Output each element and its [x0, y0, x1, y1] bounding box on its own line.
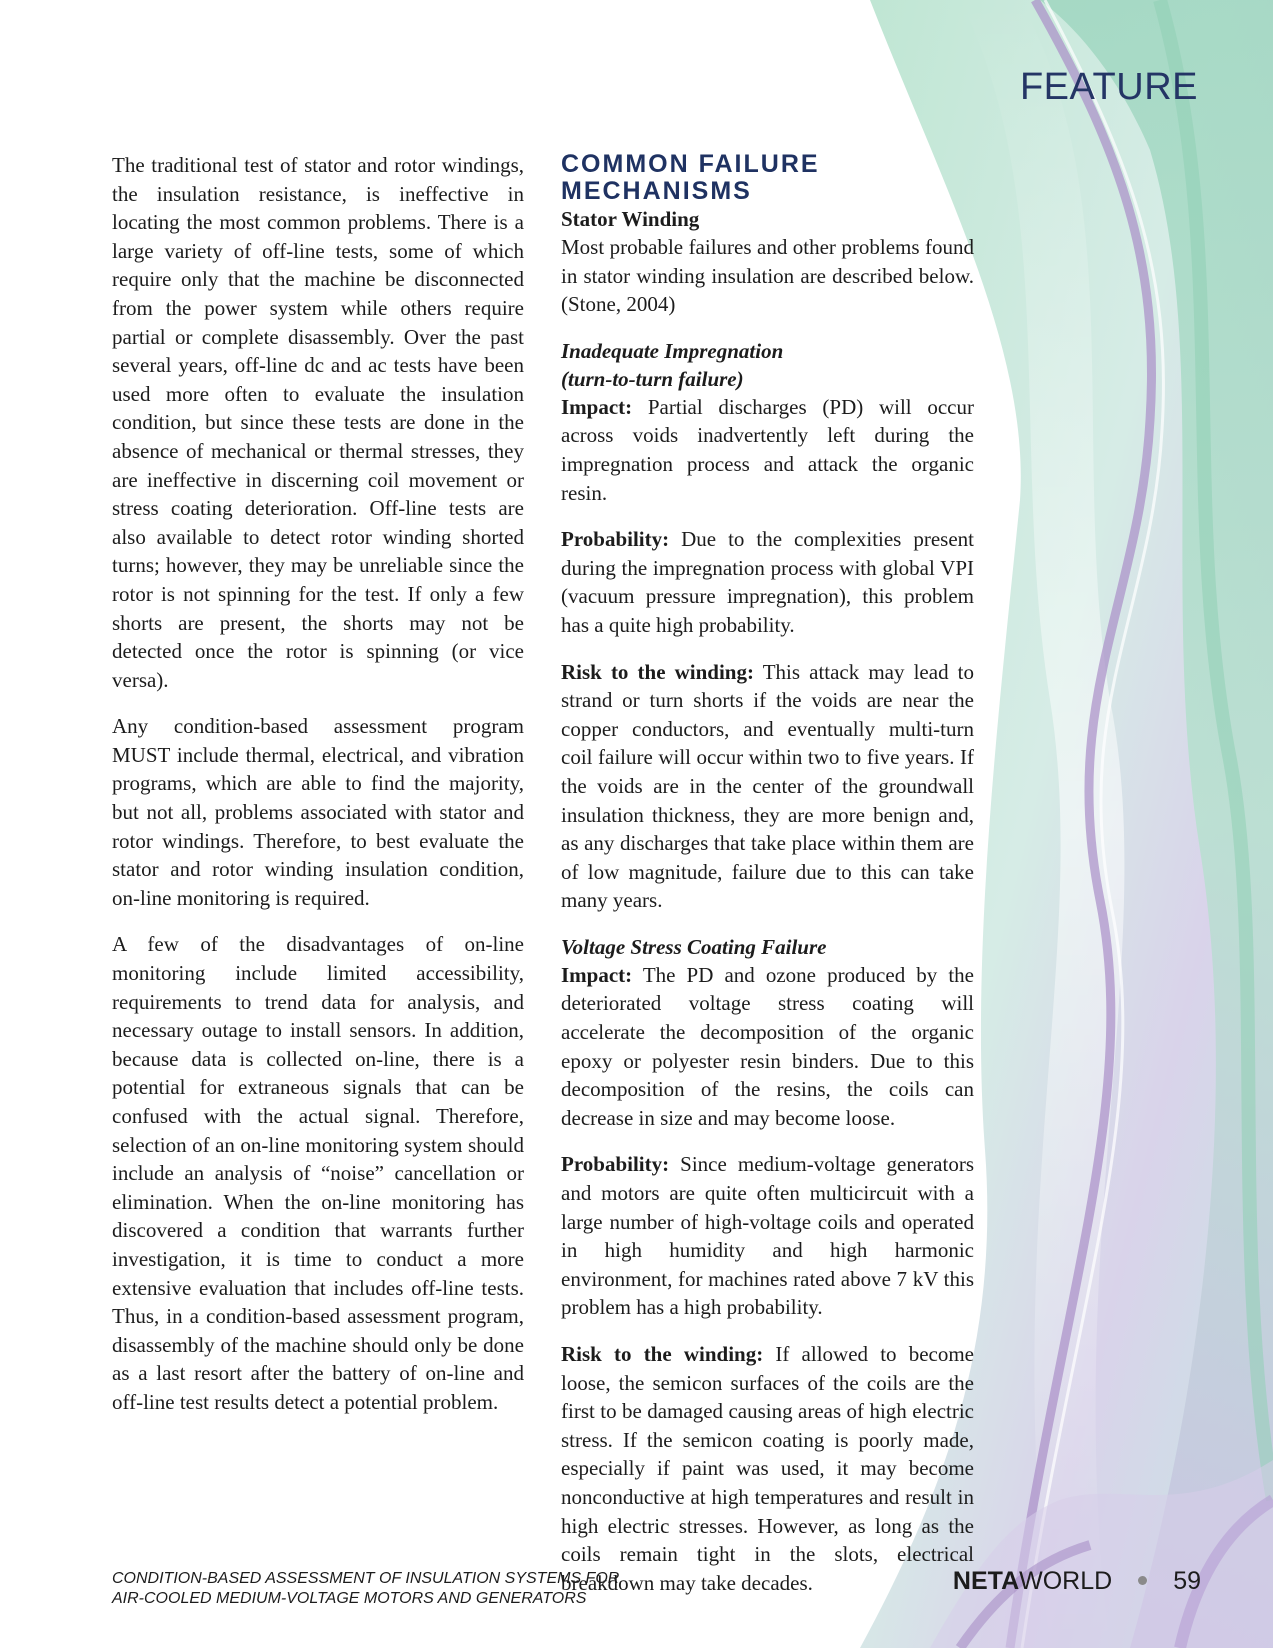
probability-label: Probability: [561, 527, 670, 552]
risk-label: Risk to the winding: [561, 659, 754, 684]
impact-paragraph [561, 393, 974, 507]
probability-label: Probability: [561, 1152, 670, 1177]
risk-paragraph [561, 658, 974, 915]
body-paragraph: The traditional test of stator and rotor windings, the insulation resistance, is ineffective in locating the most common problems. There is a large variety of off-line tests, some of which require only that the machine be disconnected from the power system while others require partial or complete disassembly. Over the past several years, off-line dc and ac tests have been used more often to evaluate the insulation condition, but since these tests are done in the absence of mechanical or thermal stresses, they are ineffective in discerning coil movement or stress coating deterioration. Off-line tests are also available to detect rotor winding shorted turns; however, they may be unreliable since the rotor is not spinning for the test. If only a few shorts are present, the shorts may not be detected once the rotor is spinning (or vice versa). [112, 153, 524, 692]
risk-text: If allowed to become loose, the semicon surfaces of the coils are the first to be damaged causing areas of high electric stress. If the semicon coating is poorly made, especially if paint was used, it may become nonconductive at high temperatures and result in high electric stresses. However, as long as the coils remain tight in the slots, electrical breakdown may take decades. [561, 1342, 974, 1595]
brand-bold: NETA [952, 1567, 1020, 1595]
mechanism-title: Voltage Stress Coating Failure [561, 934, 827, 959]
page-number: 59 [1173, 1567, 1201, 1595]
brand-light: WORLD [1019, 1567, 1113, 1595]
section-heading: COMMON FAILURE MECHANISMS [561, 150, 820, 205]
bullet-dot [1138, 1576, 1147, 1585]
risk-label: Risk to the winding: [561, 1342, 764, 1366]
footer-title-line: CONDITION-BASED ASSESSMENT OF INSULATION SYSTEMS FOR [112, 1570, 620, 1587]
risk-text: This attack may lead to strand or turn shorts if the voids are near the copper conductors, and eventually multi-turn coil failure will occur within two to five years. If the voids are in the center of the groundwall insulation thickness, they are more benign and, as any discharges that take place within them are of low magnitude, failure due to this can take many years. [561, 659, 974, 913]
subheading: Stator Winding [561, 207, 700, 231]
left-column [112, 151, 524, 1435]
mechanism-title: Inadequate Impregnation (turn-to-turn failure) [561, 338, 784, 391]
impact-paragraph [561, 961, 974, 1133]
impact-text: The PD and ozone produced by the deteriorated voltage stress coating will accelerate the decomposition of the organic epoxy or polyester resin binders. Due to this decomposition of the resins, the coils can decrease in size and may become loose. [561, 962, 974, 1130]
probability-text: Due to the complexities present during the impregnation process with global VPI (vacuum pressure impregnation), this problem has a quite high probability. [561, 527, 974, 637]
risk-paragraph [561, 1340, 974, 1597]
intro-paragraph: Most probable failures and other problems found in stator winding insulation are described below. (Stone, 2004) [561, 235, 974, 317]
footer-brand [953, 1567, 1201, 1596]
right-column [561, 151, 974, 1615]
body-paragraph: A few of the disadvantages of on-line monitoring include limited accessibility, requirements to trend data for analysis, and necessary outage to install sensors. In addition, because data is collected on-line, there is a potential for extraneous signals that can be confused with the actual signal. Therefore, selection of an on-line monitoring system should include an analysis of “noise” cancellation or elimination. When the on-line monitoring has discovered a condition that warrants further investigation, it is time to conduct a more extensive evaluation that includes off-line tests. Thus, in a condition-based assessment program, disassembly of the machine should only be done as a last resort after the battery of on-line and off-line test results detect a potential problem. [112, 932, 524, 1414]
impact-label: Impact: [561, 394, 633, 419]
section-label: FEATURE [1019, 66, 1198, 108]
impact-text: Partial discharges (PD) will occur across voids inadvertently left during the impregnation process and attack the organic resin. [561, 394, 974, 505]
impact-label: Impact: [561, 962, 633, 987]
probability-paragraph [561, 1150, 974, 1322]
footer-article-title [112, 1569, 619, 1609]
probability-paragraph [561, 525, 974, 639]
footer-title-line: AIR-COOLED MEDIUM-VOLTAGE MOTORS AND GENERATORS [112, 1590, 587, 1607]
body-paragraph: Any condition-based assessment program MUST include thermal, electrical, and vibration programs, which are able to find the majority, but not all, problems associated with stator and rotor windings. Therefore, to best evaluate the stator and rotor winding insulation condition, on-line monitoring is required. [112, 714, 524, 910]
probability-text: Since medium-voltage generators and motors are quite often multicircuit with a large number of high-voltage coils and operated in high humidity and high harmonic environment, for machines rated above 7 kV this problem has a high probability. [561, 1152, 974, 1320]
